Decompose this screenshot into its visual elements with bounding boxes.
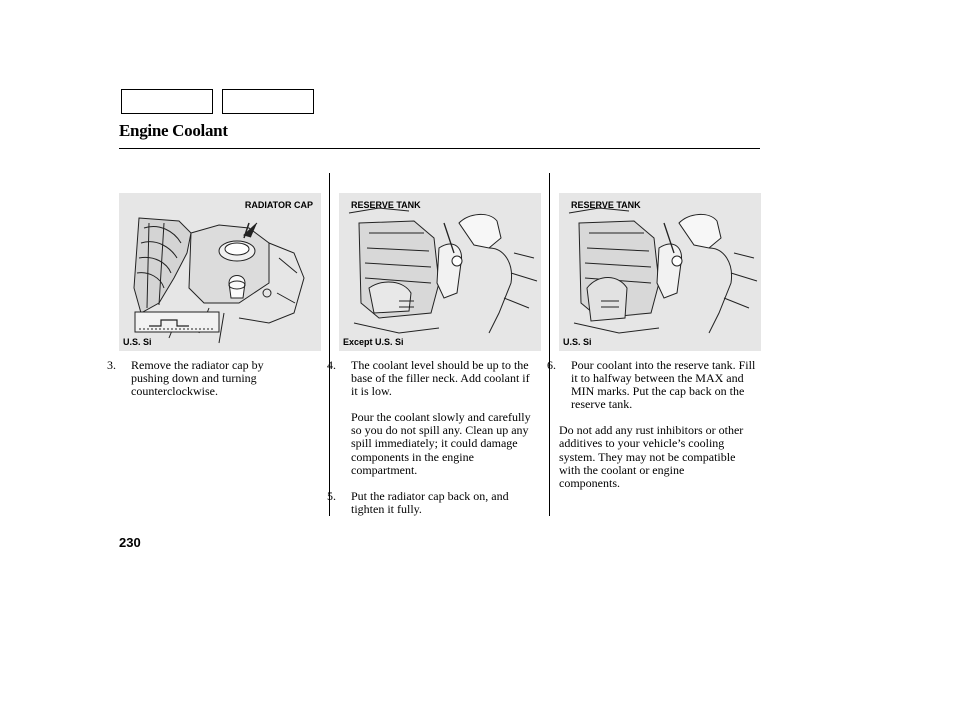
step-text: Remove the radiator cap by pushing down and turning counterclockwise. [131,358,264,399]
page-title: Engine Coolant [119,121,228,140]
step-text: Put the radiator cap back on, and tighten it fully. [351,488,509,516]
reserve-tank-illustration [559,193,761,351]
step-6 [547,358,764,412]
figure-reserve-tank-except-us-si [339,193,541,351]
column-divider-1 [329,173,330,516]
step-text: The coolant level should be up to the base of the filler neck. Add coolant if it is low. [351,358,530,399]
step-3 [107,358,295,399]
reserve-tank-illustration [339,193,541,351]
column-middle [327,358,537,516]
radiator-cap-illustration [119,193,321,351]
step-4-note: Pour the coolant slowly and carefully so you do not spill any. Clean up any spill immediately; it could damage components in the engine compartment. [351,410,531,477]
figure-label: RADIATOR CAP [244,200,313,210]
figure-reserve-tank-us-si [559,193,761,351]
step-number: 5. [327,488,336,503]
figure-variant: Except U.S. Si [343,337,404,347]
step-5 [327,488,537,516]
step-text: Pour coolant into the reserve tank. Fill it to halfway between the MAX and MIN marks. Put the cap back on the reserve tank. [571,358,756,412]
column-right [547,358,764,490]
figure-variant: U.S. Si [563,337,592,347]
figure-label: RESERVE TANK [351,200,421,210]
column-divider-2 [549,173,550,516]
step-number: 4. [327,358,336,372]
figure-variant: U.S. Si [123,337,152,347]
step-number: 6. [547,358,556,372]
title-rule [119,148,760,149]
step-4 [327,358,537,399]
page-number: 230 [119,535,141,550]
additive-warning: Do not add any rust inhibitors or other additives to your vehicle’s cooling system. They may not be compatible with the coolant or engine components. [559,423,744,490]
step-number: 3. [107,358,116,372]
nav-button-next[interactable] [222,89,314,114]
figure-radiator-cap [119,193,321,351]
nav-button-previous[interactable] [121,89,213,114]
figure-label: RESERVE TANK [571,200,641,210]
column-left [107,358,295,399]
